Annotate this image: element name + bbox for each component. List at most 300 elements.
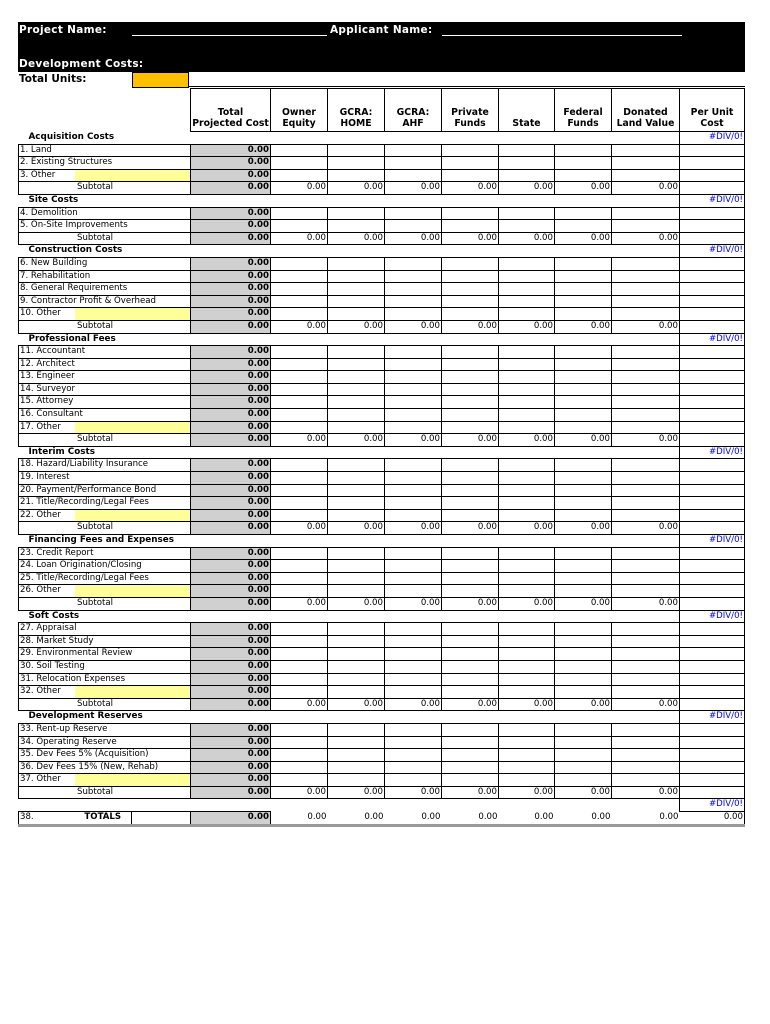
fund-cell[interactable]: 0.00 bbox=[612, 434, 680, 447]
fund-cell[interactable] bbox=[328, 421, 385, 434]
fund-cell[interactable] bbox=[612, 774, 680, 787]
fund-cell[interactable] bbox=[499, 157, 555, 170]
other-description-input[interactable] bbox=[75, 169, 191, 182]
fund-cell[interactable] bbox=[271, 585, 328, 598]
fund-cell[interactable] bbox=[442, 673, 499, 686]
fund-cell[interactable] bbox=[442, 257, 499, 270]
fund-cell[interactable] bbox=[328, 749, 385, 762]
fund-cell[interactable] bbox=[442, 623, 499, 636]
fund-cell[interactable]: 0.00 bbox=[328, 698, 385, 711]
fund-cell[interactable] bbox=[328, 660, 385, 673]
fund-cell[interactable] bbox=[442, 396, 499, 409]
donated-land-cell[interactable] bbox=[680, 560, 745, 573]
fund-cell[interactable] bbox=[328, 371, 385, 384]
fund-cell[interactable] bbox=[612, 383, 680, 396]
fund-cell[interactable] bbox=[612, 283, 680, 296]
fund-cell[interactable] bbox=[555, 673, 612, 686]
fund-cell[interactable] bbox=[271, 371, 328, 384]
fund-cell[interactable] bbox=[555, 509, 612, 522]
fund-cell[interactable] bbox=[385, 358, 442, 371]
donated-land-cell[interactable] bbox=[680, 736, 745, 749]
fund-cell[interactable]: 0.00 bbox=[385, 786, 442, 799]
fund-cell[interactable] bbox=[555, 383, 612, 396]
fund-cell[interactable] bbox=[555, 723, 612, 736]
fund-cell[interactable] bbox=[385, 257, 442, 270]
fund-cell[interactable] bbox=[499, 358, 555, 371]
fund-cell[interactable] bbox=[499, 673, 555, 686]
donated-land-cell[interactable] bbox=[680, 283, 745, 296]
donated-land-cell[interactable] bbox=[680, 472, 745, 485]
fund-cell[interactable] bbox=[328, 635, 385, 648]
fund-cell[interactable] bbox=[499, 635, 555, 648]
fund-cell[interactable] bbox=[442, 472, 499, 485]
fund-cell[interactable] bbox=[442, 157, 499, 170]
fund-cell[interactable] bbox=[442, 220, 499, 233]
fund-cell[interactable] bbox=[442, 509, 499, 522]
other-description-input[interactable] bbox=[75, 421, 191, 434]
fund-cell[interactable] bbox=[385, 207, 442, 220]
fund-cell[interactable] bbox=[499, 459, 555, 472]
fund-cell[interactable] bbox=[442, 723, 499, 736]
fund-cell[interactable] bbox=[328, 396, 385, 409]
fund-cell[interactable] bbox=[555, 257, 612, 270]
fund-cell[interactable]: 0.00 bbox=[442, 182, 499, 195]
fund-cell[interactable] bbox=[442, 660, 499, 673]
fund-cell[interactable] bbox=[271, 686, 328, 699]
donated-land-cell[interactable] bbox=[680, 761, 745, 774]
fund-cell[interactable] bbox=[328, 774, 385, 787]
fund-cell[interactable]: 0.00 bbox=[612, 320, 680, 333]
fund-cell[interactable] bbox=[385, 396, 442, 409]
fund-cell[interactable]: 0.00 bbox=[328, 786, 385, 799]
fund-cell[interactable]: 0.00 bbox=[555, 522, 612, 535]
fund-cell[interactable] bbox=[612, 270, 680, 283]
fund-cell[interactable] bbox=[612, 396, 680, 409]
fund-cell[interactable] bbox=[499, 736, 555, 749]
donated-land-cell[interactable] bbox=[680, 686, 745, 699]
fund-cell[interactable] bbox=[442, 383, 499, 396]
fund-cell[interactable] bbox=[271, 635, 328, 648]
fund-cell[interactable] bbox=[385, 585, 442, 598]
fund-cell[interactable] bbox=[612, 157, 680, 170]
fund-cell[interactable] bbox=[271, 736, 328, 749]
fund-cell[interactable]: 0.00 bbox=[555, 182, 612, 195]
fund-cell[interactable] bbox=[612, 761, 680, 774]
donated-land-cell[interactable] bbox=[680, 182, 745, 195]
fund-cell[interactable] bbox=[612, 144, 680, 157]
fund-cell[interactable] bbox=[442, 283, 499, 296]
fund-cell[interactable] bbox=[555, 270, 612, 283]
fund-cell[interactable] bbox=[612, 169, 680, 182]
donated-land-cell[interactable] bbox=[680, 207, 745, 220]
donated-land-cell[interactable] bbox=[680, 585, 745, 598]
fund-cell[interactable] bbox=[442, 774, 499, 787]
fund-cell[interactable]: 0.00 bbox=[385, 232, 442, 245]
fund-cell[interactable] bbox=[555, 220, 612, 233]
fund-cell[interactable]: 0.00 bbox=[612, 698, 680, 711]
fund-cell[interactable] bbox=[499, 295, 555, 308]
fund-cell[interactable] bbox=[442, 207, 499, 220]
donated-land-cell[interactable] bbox=[680, 509, 745, 522]
fund-cell[interactable] bbox=[271, 157, 328, 170]
fund-cell[interactable]: 0.00 bbox=[442, 597, 499, 610]
donated-land-cell[interactable] bbox=[680, 497, 745, 510]
fund-cell[interactable] bbox=[612, 409, 680, 422]
fund-cell[interactable]: 0.00 bbox=[328, 320, 385, 333]
fund-cell[interactable] bbox=[499, 257, 555, 270]
fund-cell[interactable]: 0.00 bbox=[385, 597, 442, 610]
fund-cell[interactable] bbox=[499, 207, 555, 220]
fund-cell[interactable] bbox=[612, 547, 680, 560]
fund-cell[interactable] bbox=[271, 409, 328, 422]
fund-cell[interactable] bbox=[328, 686, 385, 699]
fund-cell[interactable] bbox=[328, 270, 385, 283]
donated-land-cell[interactable] bbox=[680, 749, 745, 762]
fund-cell[interactable] bbox=[328, 736, 385, 749]
fund-cell[interactable] bbox=[612, 572, 680, 585]
fund-cell[interactable] bbox=[271, 169, 328, 182]
fund-cell[interactable] bbox=[442, 308, 499, 321]
fund-cell[interactable] bbox=[612, 723, 680, 736]
fund-cell[interactable] bbox=[328, 723, 385, 736]
fund-cell[interactable] bbox=[328, 623, 385, 636]
fund-cell[interactable] bbox=[442, 459, 499, 472]
donated-land-cell[interactable] bbox=[680, 396, 745, 409]
fund-cell[interactable] bbox=[499, 497, 555, 510]
fund-cell[interactable] bbox=[385, 484, 442, 497]
fund-cell[interactable] bbox=[271, 295, 328, 308]
fund-cell[interactable] bbox=[612, 358, 680, 371]
fund-cell[interactable] bbox=[385, 623, 442, 636]
fund-cell[interactable] bbox=[612, 648, 680, 661]
fund-cell[interactable] bbox=[385, 409, 442, 422]
fund-cell[interactable]: 0.00 bbox=[385, 522, 442, 535]
fund-cell[interactable] bbox=[328, 257, 385, 270]
fund-cell[interactable] bbox=[442, 761, 499, 774]
fund-cell[interactable] bbox=[612, 220, 680, 233]
fund-cell[interactable] bbox=[328, 144, 385, 157]
fund-cell[interactable] bbox=[499, 371, 555, 384]
fund-cell[interactable] bbox=[555, 207, 612, 220]
fund-cell[interactable] bbox=[555, 774, 612, 787]
donated-land-cell[interactable] bbox=[680, 157, 745, 170]
fund-cell[interactable] bbox=[385, 660, 442, 673]
fund-cell[interactable] bbox=[499, 270, 555, 283]
fund-cell[interactable] bbox=[555, 623, 612, 636]
fund-cell[interactable] bbox=[328, 509, 385, 522]
fund-cell[interactable] bbox=[442, 371, 499, 384]
donated-land-cell[interactable] bbox=[680, 522, 745, 535]
donated-land-cell[interactable] bbox=[680, 409, 745, 422]
fund-cell[interactable] bbox=[271, 673, 328, 686]
other-description-input[interactable] bbox=[75, 509, 191, 522]
fund-cell[interactable] bbox=[328, 585, 385, 598]
fund-cell[interactable] bbox=[385, 560, 442, 573]
fund-cell[interactable] bbox=[612, 484, 680, 497]
fund-cell[interactable] bbox=[328, 295, 385, 308]
fund-cell[interactable] bbox=[499, 723, 555, 736]
fund-cell[interactable] bbox=[328, 497, 385, 510]
fund-cell[interactable] bbox=[328, 673, 385, 686]
fund-cell[interactable] bbox=[555, 396, 612, 409]
fund-cell[interactable] bbox=[385, 673, 442, 686]
fund-cell[interactable] bbox=[271, 270, 328, 283]
fund-cell[interactable] bbox=[612, 585, 680, 598]
fund-cell[interactable] bbox=[612, 497, 680, 510]
fund-cell[interactable]: 0.00 bbox=[328, 522, 385, 535]
donated-land-cell[interactable] bbox=[680, 421, 745, 434]
fund-cell[interactable] bbox=[499, 169, 555, 182]
fund-cell[interactable] bbox=[555, 686, 612, 699]
fund-cell[interactable] bbox=[499, 585, 555, 598]
donated-land-cell[interactable] bbox=[680, 383, 745, 396]
donated-land-cell[interactable] bbox=[680, 484, 745, 497]
total-units-input[interactable] bbox=[132, 72, 189, 88]
fund-cell[interactable]: 0.00 bbox=[442, 786, 499, 799]
fund-cell[interactable] bbox=[385, 169, 442, 182]
fund-cell[interactable] bbox=[499, 484, 555, 497]
fund-cell[interactable] bbox=[271, 396, 328, 409]
fund-cell[interactable] bbox=[612, 560, 680, 573]
donated-land-cell[interactable] bbox=[680, 220, 745, 233]
fund-cell[interactable] bbox=[442, 358, 499, 371]
fund-cell[interactable]: 0.00 bbox=[499, 786, 555, 799]
donated-land-cell[interactable] bbox=[680, 434, 745, 447]
fund-cell[interactable] bbox=[385, 635, 442, 648]
fund-cell[interactable] bbox=[385, 509, 442, 522]
fund-cell[interactable] bbox=[328, 308, 385, 321]
fund-cell[interactable]: 0.00 bbox=[612, 786, 680, 799]
fund-cell[interactable]: 0.00 bbox=[271, 320, 328, 333]
fund-cell[interactable] bbox=[328, 358, 385, 371]
fund-cell[interactable] bbox=[328, 220, 385, 233]
fund-cell[interactable] bbox=[612, 459, 680, 472]
fund-cell[interactable] bbox=[499, 144, 555, 157]
fund-cell[interactable] bbox=[328, 560, 385, 573]
fund-cell[interactable] bbox=[499, 409, 555, 422]
fund-cell[interactable] bbox=[499, 396, 555, 409]
other-description-input[interactable] bbox=[75, 686, 191, 699]
fund-cell[interactable] bbox=[612, 749, 680, 762]
fund-cell[interactable] bbox=[612, 371, 680, 384]
donated-land-cell[interactable] bbox=[680, 673, 745, 686]
fund-cell[interactable]: 0.00 bbox=[499, 232, 555, 245]
fund-cell[interactable] bbox=[385, 736, 442, 749]
fund-cell[interactable] bbox=[385, 283, 442, 296]
fund-cell[interactable] bbox=[555, 295, 612, 308]
fund-cell[interactable] bbox=[385, 774, 442, 787]
fund-cell[interactable] bbox=[555, 749, 612, 762]
other-description-input[interactable] bbox=[75, 774, 191, 787]
fund-cell[interactable]: 0.00 bbox=[328, 597, 385, 610]
fund-cell[interactable] bbox=[499, 308, 555, 321]
fund-cell[interactable]: 0.00 bbox=[555, 698, 612, 711]
fund-cell[interactable] bbox=[385, 371, 442, 384]
fund-cell[interactable] bbox=[442, 648, 499, 661]
fund-cell[interactable] bbox=[499, 509, 555, 522]
fund-cell[interactable]: 0.00 bbox=[612, 522, 680, 535]
fund-cell[interactable]: 0.00 bbox=[442, 522, 499, 535]
fund-cell[interactable] bbox=[328, 547, 385, 560]
fund-cell[interactable] bbox=[385, 761, 442, 774]
applicant-name-field[interactable] bbox=[442, 35, 682, 36]
fund-cell[interactable] bbox=[555, 484, 612, 497]
donated-land-cell[interactable] bbox=[680, 572, 745, 585]
fund-cell[interactable] bbox=[555, 144, 612, 157]
fund-cell[interactable] bbox=[442, 686, 499, 699]
fund-cell[interactable] bbox=[555, 169, 612, 182]
fund-cell[interactable] bbox=[385, 749, 442, 762]
fund-cell[interactable] bbox=[328, 472, 385, 485]
fund-cell[interactable] bbox=[271, 560, 328, 573]
fund-cell[interactable] bbox=[328, 648, 385, 661]
fund-cell[interactable]: 0.00 bbox=[612, 597, 680, 610]
donated-land-cell[interactable] bbox=[680, 308, 745, 321]
fund-cell[interactable]: 0.00 bbox=[499, 182, 555, 195]
fund-cell[interactable] bbox=[555, 585, 612, 598]
donated-land-cell[interactable] bbox=[680, 660, 745, 673]
fund-cell[interactable]: 0.00 bbox=[612, 182, 680, 195]
fund-cell[interactable] bbox=[499, 623, 555, 636]
fund-cell[interactable] bbox=[328, 409, 385, 422]
donated-land-cell[interactable] bbox=[680, 144, 745, 157]
fund-cell[interactable]: 0.00 bbox=[271, 232, 328, 245]
fund-cell[interactable] bbox=[499, 472, 555, 485]
fund-cell[interactable]: 0.00 bbox=[499, 434, 555, 447]
fund-cell[interactable] bbox=[271, 144, 328, 157]
fund-cell[interactable] bbox=[328, 484, 385, 497]
donated-land-cell[interactable] bbox=[680, 257, 745, 270]
fund-cell[interactable] bbox=[442, 497, 499, 510]
donated-land-cell[interactable] bbox=[680, 698, 745, 711]
donated-land-cell[interactable] bbox=[680, 169, 745, 182]
fund-cell[interactable] bbox=[385, 144, 442, 157]
fund-cell[interactable] bbox=[271, 308, 328, 321]
donated-land-cell[interactable] bbox=[680, 723, 745, 736]
fund-cell[interactable] bbox=[385, 421, 442, 434]
fund-cell[interactable] bbox=[442, 736, 499, 749]
fund-cell[interactable]: 0.00 bbox=[385, 698, 442, 711]
fund-cell[interactable]: 0.00 bbox=[442, 232, 499, 245]
fund-cell[interactable] bbox=[612, 346, 680, 359]
fund-cell[interactable] bbox=[271, 358, 328, 371]
donated-land-cell[interactable] bbox=[680, 774, 745, 787]
donated-land-cell[interactable] bbox=[680, 346, 745, 359]
fund-cell[interactable] bbox=[555, 358, 612, 371]
donated-land-cell[interactable] bbox=[680, 623, 745, 636]
fund-cell[interactable] bbox=[328, 157, 385, 170]
fund-cell[interactable]: 0.00 bbox=[499, 522, 555, 535]
fund-cell[interactable] bbox=[328, 207, 385, 220]
fund-cell[interactable] bbox=[555, 736, 612, 749]
fund-cell[interactable]: 0.00 bbox=[555, 232, 612, 245]
donated-land-cell[interactable] bbox=[680, 635, 745, 648]
donated-land-cell[interactable] bbox=[680, 786, 745, 799]
fund-cell[interactable] bbox=[499, 686, 555, 699]
fund-cell[interactable] bbox=[612, 421, 680, 434]
fund-cell[interactable] bbox=[442, 144, 499, 157]
fund-cell[interactable] bbox=[499, 383, 555, 396]
fund-cell[interactable] bbox=[442, 585, 499, 598]
fund-cell[interactable] bbox=[271, 421, 328, 434]
fund-cell[interactable]: 0.00 bbox=[385, 182, 442, 195]
donated-land-cell[interactable] bbox=[680, 320, 745, 333]
other-description-input[interactable] bbox=[75, 585, 191, 598]
fund-cell[interactable] bbox=[499, 421, 555, 434]
project-name-field[interactable] bbox=[132, 35, 327, 36]
donated-land-cell[interactable] bbox=[680, 358, 745, 371]
donated-land-cell[interactable] bbox=[680, 597, 745, 610]
fund-cell[interactable]: 0.00 bbox=[271, 434, 328, 447]
fund-cell[interactable]: 0.00 bbox=[385, 320, 442, 333]
fund-cell[interactable] bbox=[271, 660, 328, 673]
fund-cell[interactable] bbox=[612, 295, 680, 308]
fund-cell[interactable] bbox=[328, 459, 385, 472]
fund-cell[interactable] bbox=[328, 572, 385, 585]
fund-cell[interactable] bbox=[385, 472, 442, 485]
fund-cell[interactable] bbox=[499, 648, 555, 661]
fund-cell[interactable] bbox=[385, 295, 442, 308]
fund-cell[interactable] bbox=[271, 749, 328, 762]
fund-cell[interactable] bbox=[555, 635, 612, 648]
fund-cell[interactable] bbox=[442, 409, 499, 422]
fund-cell[interactable]: 0.00 bbox=[555, 434, 612, 447]
fund-cell[interactable] bbox=[328, 346, 385, 359]
fund-cell[interactable]: 0.00 bbox=[499, 698, 555, 711]
fund-cell[interactable]: 0.00 bbox=[499, 320, 555, 333]
fund-cell[interactable] bbox=[328, 761, 385, 774]
fund-cell[interactable]: 0.00 bbox=[271, 182, 328, 195]
fund-cell[interactable]: 0.00 bbox=[328, 182, 385, 195]
fund-cell[interactable] bbox=[328, 383, 385, 396]
fund-cell[interactable] bbox=[499, 572, 555, 585]
fund-cell[interactable] bbox=[328, 283, 385, 296]
fund-cell[interactable] bbox=[499, 283, 555, 296]
fund-cell[interactable] bbox=[555, 283, 612, 296]
fund-cell[interactable] bbox=[385, 459, 442, 472]
fund-cell[interactable] bbox=[612, 509, 680, 522]
fund-cell[interactable]: 0.00 bbox=[442, 320, 499, 333]
fund-cell[interactable]: 0.00 bbox=[555, 597, 612, 610]
fund-cell[interactable]: 0.00 bbox=[555, 786, 612, 799]
donated-land-cell[interactable] bbox=[680, 270, 745, 283]
fund-cell[interactable]: 0.00 bbox=[555, 320, 612, 333]
donated-land-cell[interactable] bbox=[680, 371, 745, 384]
fund-cell[interactable] bbox=[385, 547, 442, 560]
fund-cell[interactable] bbox=[442, 270, 499, 283]
fund-cell[interactable] bbox=[385, 308, 442, 321]
fund-cell[interactable] bbox=[442, 295, 499, 308]
fund-cell[interactable] bbox=[555, 346, 612, 359]
fund-cell[interactable] bbox=[555, 648, 612, 661]
fund-cell[interactable] bbox=[442, 560, 499, 573]
fund-cell[interactable] bbox=[612, 660, 680, 673]
fund-cell[interactable]: 0.00 bbox=[328, 232, 385, 245]
fund-cell[interactable] bbox=[271, 383, 328, 396]
fund-cell[interactable] bbox=[271, 547, 328, 560]
fund-cell[interactable] bbox=[499, 547, 555, 560]
fund-cell[interactable] bbox=[555, 572, 612, 585]
fund-cell[interactable] bbox=[271, 459, 328, 472]
fund-cell[interactable] bbox=[442, 484, 499, 497]
fund-cell[interactable] bbox=[612, 472, 680, 485]
fund-cell[interactable] bbox=[271, 346, 328, 359]
fund-cell[interactable] bbox=[442, 169, 499, 182]
fund-cell[interactable] bbox=[271, 484, 328, 497]
fund-cell[interactable] bbox=[385, 157, 442, 170]
fund-cell[interactable] bbox=[442, 346, 499, 359]
fund-cell[interactable] bbox=[442, 572, 499, 585]
